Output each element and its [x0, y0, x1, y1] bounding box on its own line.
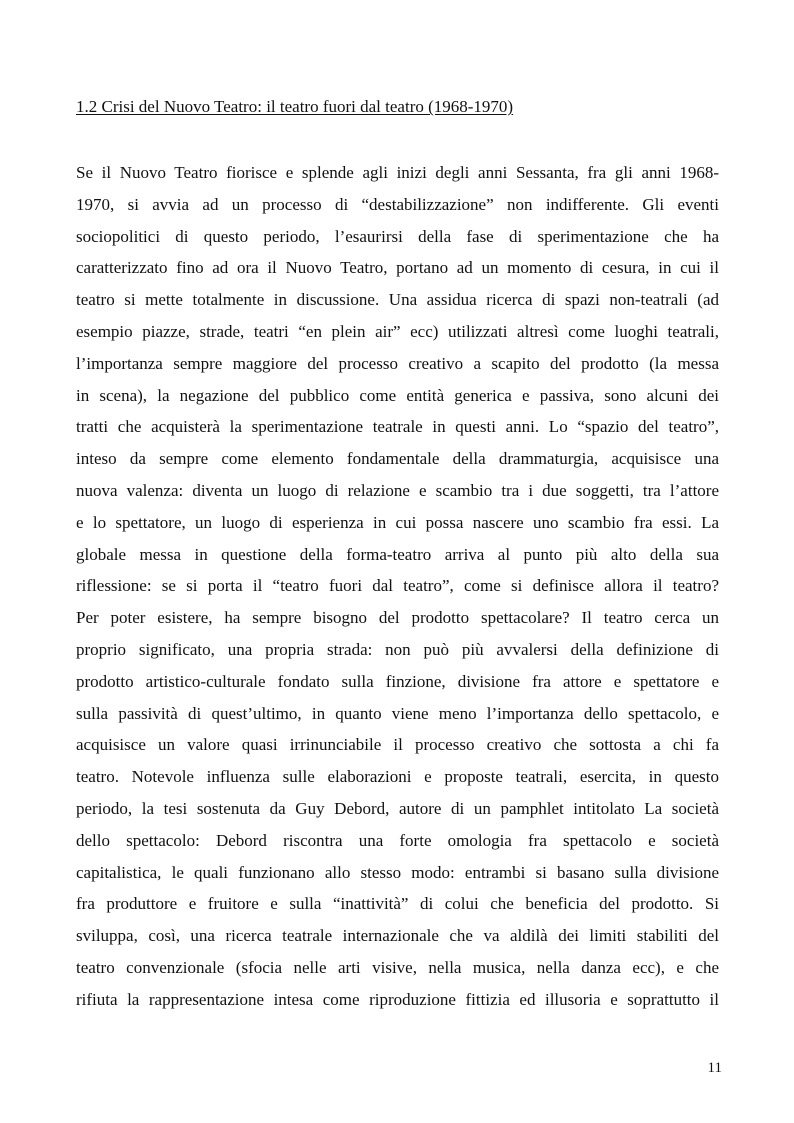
text-line: acquisisce un valore quasi irrinunciabile il processo creativo che sottosta a chi fa	[76, 735, 719, 755]
text-line: riflessione: se si porta il “teatro fuori dal teatro”, come si definisce allora il teatro?	[76, 576, 719, 596]
text-line: fra produttore e fruitore e sulla “inattività” di colui che beneficia del prodotto. Si	[76, 894, 719, 914]
text-line: esempio piazze, strade, teatri “en plein air” ecc) utilizzati altresì come luoghi teatrali,	[76, 321, 719, 341]
text-line: rifiuta la rappresentazione intesa come riproduzione fittizia ed illusoria e soprattutto il	[76, 989, 719, 1009]
text-line: caratterizzato fino ad ora il Nuovo Teatro, portano ad un momento di cesura, in cui il	[76, 258, 719, 278]
text-line: capitalistica, le quali funzionano allo stesso modo: entrambi si basano sulla divisione	[76, 862, 719, 882]
text-line: prodotto artistico-culturale fondato sulla finzione, divisione fra attore e spettatore e	[76, 671, 719, 691]
section-heading: 1.2 Crisi del Nuovo Teatro: il teatro fuori dal teatro (1968-1970)	[76, 97, 514, 116]
text-line: teatro. Notevole influenza sulle elaborazioni e proposte teatrali, esercita, in questo	[76, 767, 719, 787]
text-line: e lo spettatore, un luogo di esperienza in cui possa nascere uno scambio fra essi. La	[76, 512, 719, 532]
text-line: Per poter esistere, ha sempre bisogno del prodotto spettacolare? Il teatro cerca un	[76, 608, 719, 628]
body-paragraph	[76, 157, 719, 1016]
text-line: nuova valenza: diventa un luogo di relazione e scambio tra i due soggetti, tra l’attore	[76, 480, 719, 500]
text-line: globale messa in questione della forma-teatro arriva al punto più alto della sua	[76, 544, 719, 564]
text-line: tratti che acquisterà la sperimentazione teatrale in questi anni. Lo “spazio del teatro”,	[76, 417, 719, 437]
text-line: l’importanza sempre maggiore del processo creativo a scapito del prodotto (la messa	[76, 353, 719, 373]
text-line: teatro convenzionale (sfocia nelle arti visive, nella musica, nella danza ecc), e che	[76, 957, 719, 977]
text-line: 1970, si avvia ad un processo di “destabilizzazione” non indifferente. Gli eventi	[76, 194, 719, 214]
text-line: sociopolitici di questo periodo, l’esaurirsi della fase di sperimentazione che ha	[76, 226, 719, 246]
text-line: proprio significato, una propria strada: non può più avvalersi della definizione di	[76, 639, 719, 659]
text-line: periodo, la tesi sostenuta da Guy Debord, autore di un pamphlet intitolato La società	[76, 798, 719, 818]
text-line: inteso da sempre come elemento fondamentale della drammaturgia, acquisisce una	[76, 449, 719, 469]
text-line: sviluppa, così, una ricerca teatrale internazionale che va aldilà dei limiti stabiliti del	[76, 926, 719, 946]
text-line: Se il Nuovo Teatro fiorisce e splende agli inizi degli anni Sessanta, fra gli anni 1968-	[76, 163, 719, 182]
text-line: sulla passività di quest’ultimo, in quanto viene meno l’importanza dello spettacolo, e	[76, 703, 719, 723]
page-number: 11	[707, 1060, 722, 1076]
text-line: dello spettacolo: Debord riscontra una forte omologia fra spettacolo e società	[76, 830, 719, 850]
text-line: in scena), la negazione del pubblico come entità generica e passiva, sono alcuni dei	[76, 385, 719, 405]
text-line: teatro si mette totalmente in discussione. Una assidua ricerca di spazi non-teatrali (ad	[76, 290, 719, 310]
